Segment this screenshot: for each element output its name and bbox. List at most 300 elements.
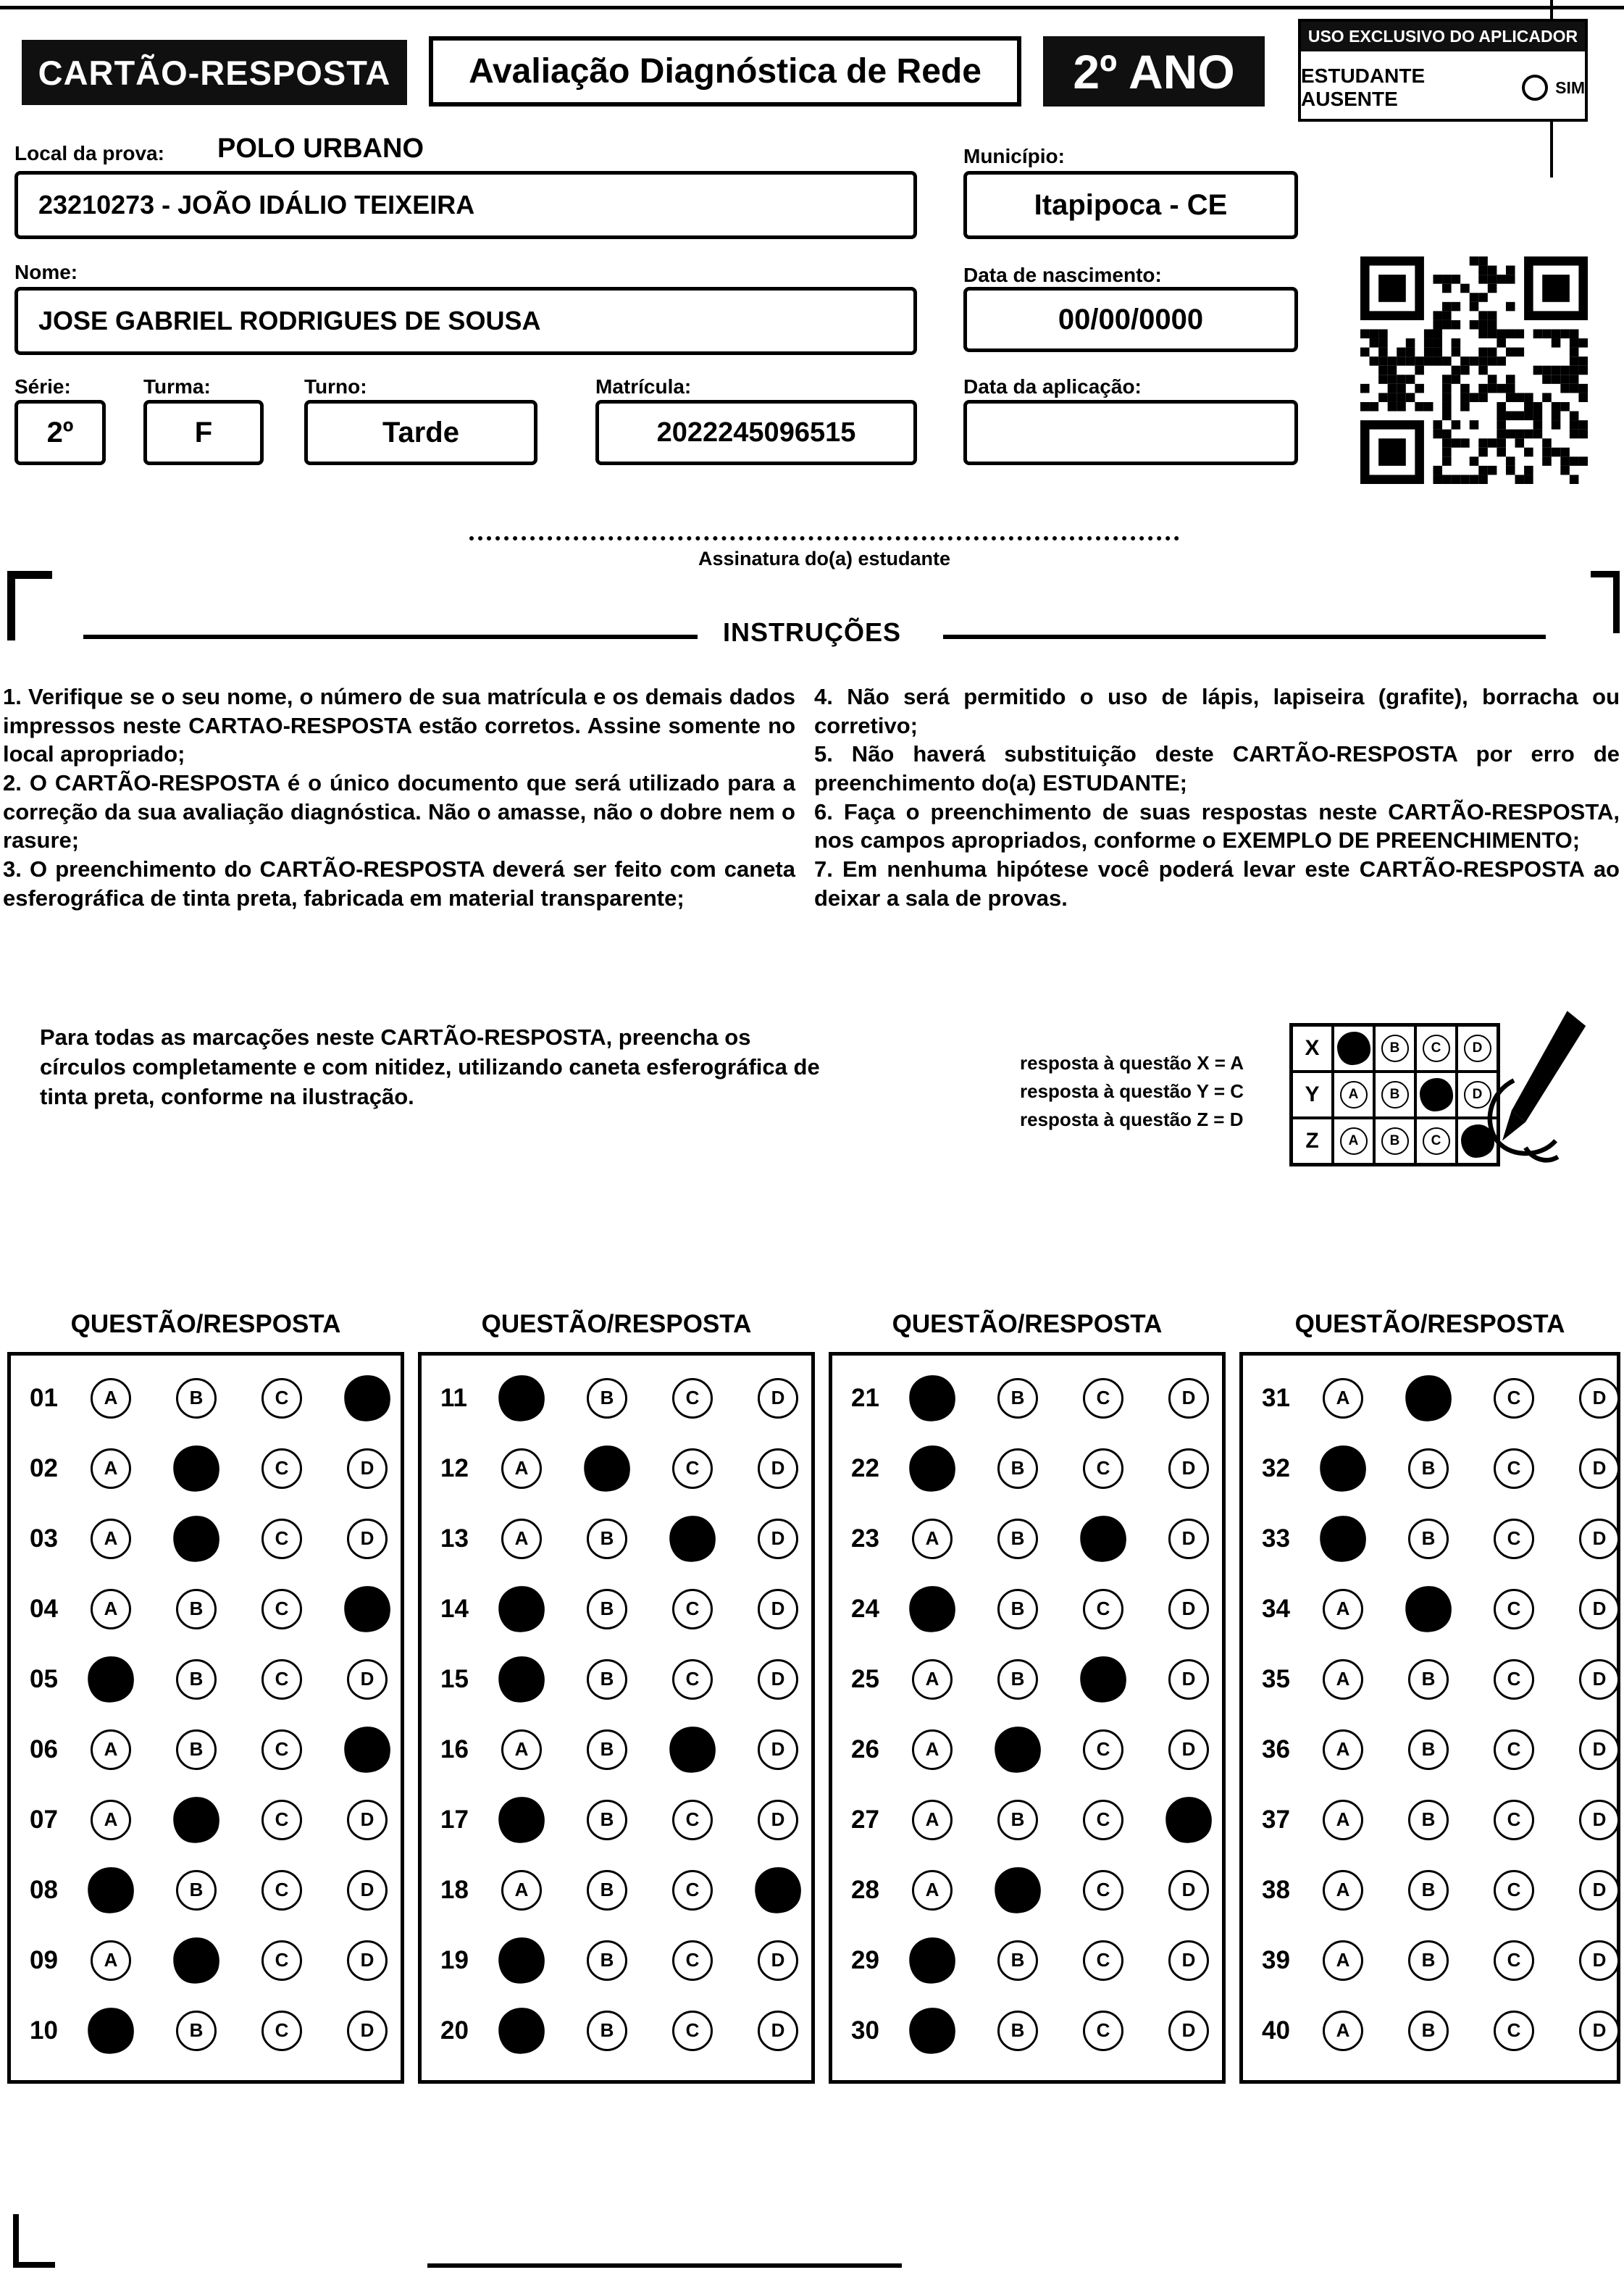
data-nascimento-label: Data de nascimento: <box>963 264 1162 286</box>
answer-bubble-06-D[interactable] <box>341 1724 393 1775</box>
question-row-07 <box>11 1784 401 1855</box>
answer-bubble-08-D[interactable] <box>347 1870 388 1911</box>
option-letter-23-B: B <box>1010 1527 1025 1549</box>
answer-bubble-35-B[interactable] <box>1408 1659 1449 1700</box>
answer-bubble-17-C[interactable] <box>672 1800 713 1840</box>
option-letter-22-A <box>923 1455 942 1482</box>
answer-bubble-08-A[interactable] <box>85 1864 136 1916</box>
answer-bubble-36-C[interactable] <box>1494 1729 1534 1770</box>
option-letter-14-C: C <box>685 1598 700 1619</box>
answer-bubble-25-B[interactable] <box>997 1659 1038 1700</box>
signature-line[interactable] <box>469 536 1179 540</box>
answer-bubble-15-A[interactable] <box>495 1653 547 1705</box>
answer-bubble-15-C[interactable] <box>672 1659 713 1700</box>
answer-bubble-19-D[interactable] <box>758 1940 798 1981</box>
instruction-item-1: 1. Verifique se o seu nome, o número de sua matrícula e os demais dados impressos neste CARTAO-RESPOSTA estão corretos. Assine somente no local apropriado; <box>3 684 795 767</box>
option-letter-11-A <box>512 1385 531 1412</box>
answer-bubble-17-A[interactable] <box>495 1794 547 1845</box>
question-number-29: 29 <box>851 1945 879 1974</box>
answer-bubble-24-D[interactable] <box>1168 1589 1209 1629</box>
question-number-06: 06 <box>30 1735 58 1763</box>
answer-bubble-04-B[interactable] <box>176 1589 217 1629</box>
answer-bubble-13-A[interactable] <box>501 1519 542 1559</box>
answer-bubble-40-C[interactable] <box>1494 2011 1534 2051</box>
answer-bubble-30-A[interactable] <box>906 2005 958 2056</box>
answer-bubble-39-B[interactable] <box>1408 1940 1449 1981</box>
answer-bubble-06-C[interactable] <box>261 1729 302 1770</box>
option-letter-09-B <box>187 1947 206 1974</box>
answer-bubble-38-C[interactable] <box>1494 1870 1534 1911</box>
answer-bubble-24-C[interactable] <box>1083 1589 1123 1629</box>
question-number-09: 09 <box>30 1945 58 1974</box>
answer-bubble-32-A[interactable] <box>1317 1443 1368 1494</box>
option-letter-29-A <box>923 1947 942 1974</box>
answer-bubble-30-D[interactable] <box>1168 2011 1209 2051</box>
answer-bubble-31-D[interactable] <box>1579 1378 1620 1419</box>
answer-bubble-36-A[interactable] <box>1323 1729 1363 1770</box>
answer-bubble-23-A[interactable] <box>912 1519 953 1559</box>
answer-bubble-31-C[interactable] <box>1494 1378 1534 1419</box>
option-letter-40-B: B <box>1421 2019 1436 2041</box>
answer-bubble-09-A[interactable] <box>91 1940 131 1981</box>
instruction-item-4: 4. Não será permitido o uso de lápis, lapiseira (grafite), borracha ou corretivo; <box>814 684 1620 738</box>
answer-bubble-18-A[interactable] <box>501 1870 542 1911</box>
option-letter-17-A <box>512 1806 531 1834</box>
option-letter-27-B: B <box>1010 1808 1025 1830</box>
answer-bubble-14-A[interactable] <box>495 1583 547 1635</box>
answer-bubble-10-D[interactable] <box>347 2011 388 2051</box>
option-letter-35-B: B <box>1421 1668 1436 1690</box>
answer-bubble-07-A[interactable] <box>91 1800 131 1840</box>
instructions-rule-right <box>943 635 1546 639</box>
answer-bubble-33-A[interactable] <box>1317 1513 1368 1564</box>
option-letter-18-B: B <box>600 1879 614 1900</box>
answer-bubble-34-C[interactable] <box>1494 1589 1534 1629</box>
example-cell-Y-B <box>1374 1072 1415 1118</box>
answer-bubble-07-C[interactable] <box>261 1800 302 1840</box>
answer-column-2 <box>418 1352 815 2084</box>
answer-bubble-06-A[interactable] <box>91 1729 131 1770</box>
instruction-item-6: 6. Faça o preenchimento de suas respostas neste CARTÃO-RESPOSTA, nos campos apropriados, conforme o EXEMPLO DE PREENCHIMENTO; <box>814 798 1620 853</box>
turno-field: Tarde <box>304 400 537 465</box>
answer-bubble-04-C[interactable] <box>261 1589 302 1629</box>
grade-badge: 2º ANO <box>1043 36 1265 107</box>
question-row-36 <box>1243 1714 1617 1784</box>
answer-bubble-02-D[interactable] <box>347 1448 388 1489</box>
data-aplicacao-field <box>963 400 1298 465</box>
answer-bubble-23-D[interactable] <box>1168 1519 1209 1559</box>
option-letter-13-A: A <box>514 1527 529 1549</box>
instructions-right <box>814 682 1620 912</box>
answer-bubble-22-A[interactable] <box>906 1443 958 1494</box>
answer-bubble-35-C[interactable] <box>1494 1659 1534 1700</box>
answer-bubble-28-A[interactable] <box>912 1870 953 1911</box>
answer-bubble-16-C[interactable] <box>666 1724 718 1775</box>
option-letter-02-B <box>187 1455 206 1482</box>
answer-bubble-23-B[interactable] <box>997 1519 1038 1559</box>
answer-bubble-40-A[interactable] <box>1323 2011 1363 2051</box>
option-letter-37-D: D <box>1592 1808 1607 1830</box>
example-cell-X-A <box>1333 1025 1374 1072</box>
option-letter-21-B: B <box>1010 1387 1025 1408</box>
answer-bubble-27-D[interactable] <box>1163 1794 1214 1845</box>
section-title-3: QUESTÃO/RESPOSTA <box>892 1310 1163 1338</box>
answer-bubble-08-C[interactable] <box>261 1870 302 1911</box>
answer-bubble-33-D[interactable] <box>1579 1519 1620 1559</box>
answer-bubble-13-B[interactable] <box>587 1519 627 1559</box>
answer-bubble-25-A[interactable] <box>912 1659 953 1700</box>
option-letter-32-B: B <box>1421 1457 1436 1479</box>
question-number-40: 40 <box>1262 2016 1290 2045</box>
option-letter-34-D: D <box>1592 1598 1607 1619</box>
card-title: CARTÃO-RESPOSTA <box>22 40 407 105</box>
option-letter-15-C: C <box>685 1668 700 1690</box>
answer-bubble-17-D[interactable] <box>758 1800 798 1840</box>
question-row-01 <box>11 1363 401 1433</box>
student-absent-row <box>1301 64 1585 111</box>
answer-bubble-14-D[interactable] <box>758 1589 798 1629</box>
option-letter-09-D: D <box>360 1949 374 1971</box>
option-letter-07-A: A <box>104 1808 118 1830</box>
nome-field: JOSE GABRIEL RODRIGUES DE SOUSA <box>14 287 917 355</box>
question-row-12 <box>422 1433 811 1503</box>
question-row-37 <box>1243 1784 1617 1855</box>
answer-bubble-22-C[interactable] <box>1083 1448 1123 1489</box>
answer-bubble-37-A[interactable] <box>1323 1800 1363 1840</box>
answer-bubble-20-B[interactable] <box>587 2011 627 2051</box>
option-letter-28-B <box>1008 1877 1027 1904</box>
question-row-05 <box>11 1644 401 1714</box>
question-row-38 <box>1243 1855 1617 1925</box>
question-number-22: 22 <box>851 1453 879 1482</box>
question-row-29 <box>832 1925 1222 1995</box>
option-letter-24-C: C <box>1096 1598 1110 1619</box>
answer-bubble-11-B[interactable] <box>587 1378 627 1419</box>
option-letter-32-C: C <box>1507 1457 1521 1479</box>
question-number-28: 28 <box>851 1875 879 1904</box>
option-letter-21-C: C <box>1096 1387 1110 1408</box>
data-nascimento-field: 00/00/0000 <box>963 287 1298 352</box>
answer-column-3 <box>829 1352 1226 2084</box>
option-letter-22-D: D <box>1181 1457 1196 1479</box>
option-letter-19-B: B <box>600 1949 614 1971</box>
question-row-16 <box>422 1714 811 1784</box>
question-number-16: 16 <box>440 1735 469 1763</box>
nome-label: Nome: <box>14 261 78 283</box>
question-number-36: 36 <box>1262 1735 1290 1763</box>
answer-bubble-36-D[interactable] <box>1579 1729 1620 1770</box>
option-letter-19-C: C <box>685 1949 700 1971</box>
answer-bubble-24-B[interactable] <box>997 1589 1038 1629</box>
option-letter-15-D: D <box>771 1668 785 1690</box>
question-number-33: 33 <box>1262 1524 1290 1553</box>
answer-bubble-19-B[interactable] <box>587 1940 627 1981</box>
option-letter-26-B <box>1008 1736 1027 1763</box>
answer-bubble-01-C[interactable] <box>261 1378 302 1419</box>
answer-bubble-30-C[interactable] <box>1083 2011 1123 2051</box>
answer-bubble-22-B[interactable] <box>997 1448 1038 1489</box>
answer-bubble-33-C[interactable] <box>1494 1519 1534 1559</box>
question-number-15: 15 <box>440 1664 469 1693</box>
answer-bubble-03-C[interactable] <box>261 1519 302 1559</box>
answer-bubble-08-B[interactable] <box>176 1870 217 1911</box>
answer-bubble-33-B[interactable] <box>1408 1519 1449 1559</box>
municipio-field: Itapipoca - CE <box>963 171 1298 239</box>
option-letter-33-C: C <box>1507 1527 1521 1549</box>
answer-bubble-23-C[interactable] <box>1077 1513 1129 1564</box>
question-row-17 <box>422 1784 811 1855</box>
answer-bubble-21-D[interactable] <box>1168 1378 1209 1419</box>
answer-bubble-37-D[interactable] <box>1579 1800 1620 1840</box>
instructions-title: INSTRUÇÕES <box>722 617 902 647</box>
question-number-04: 04 <box>30 1594 58 1623</box>
question-row-26 <box>832 1714 1222 1784</box>
answer-bubble-18-C[interactable] <box>672 1870 713 1911</box>
option-letter-03-D: D <box>360 1527 374 1549</box>
answer-bubble-26-D[interactable] <box>1168 1729 1209 1770</box>
answer-bubble-28-B[interactable] <box>992 1864 1043 1916</box>
option-letter-29-D: D <box>1181 1949 1196 1971</box>
option-letter-30-D: D <box>1181 2019 1196 2041</box>
example-bubble-Z-B: B <box>1381 1127 1409 1155</box>
option-letter-39-D: D <box>1592 1949 1607 1971</box>
question-number-11: 11 <box>440 1383 467 1412</box>
answer-bubble-16-A[interactable] <box>501 1729 542 1770</box>
answer-bubble-15-B[interactable] <box>587 1659 627 1700</box>
question-row-13 <box>422 1503 811 1574</box>
answer-bubble-09-D[interactable] <box>347 1940 388 1981</box>
answer-bubble-34-A[interactable] <box>1323 1589 1363 1629</box>
answer-bubble-20-D[interactable] <box>758 2011 798 2051</box>
answer-bubble-38-D[interactable] <box>1579 1870 1620 1911</box>
option-letter-25-C <box>1094 1666 1113 1693</box>
option-letter-35-A: A <box>1336 1668 1350 1690</box>
option-letter-08-B: B <box>189 1879 204 1900</box>
answer-bubble-29-D[interactable] <box>1168 1940 1209 1981</box>
answer-bubble-40-B[interactable] <box>1408 2011 1449 2051</box>
answer-bubble-27-C[interactable] <box>1083 1800 1123 1840</box>
answer-bubble-03-A[interactable] <box>91 1519 131 1559</box>
option-letter-17-B: B <box>600 1808 614 1830</box>
answer-bubble-34-B[interactable] <box>1402 1583 1454 1635</box>
answer-bubble-14-C[interactable] <box>672 1589 713 1629</box>
option-letter-11-D: D <box>771 1387 785 1408</box>
answer-bubble-16-D[interactable] <box>758 1729 798 1770</box>
option-letter-12-C: C <box>685 1457 700 1479</box>
option-letter-32-D: D <box>1592 1457 1607 1479</box>
answer-bubble-03-D[interactable] <box>347 1519 388 1559</box>
option-letter-17-C: C <box>685 1808 700 1830</box>
answer-bubble-28-C[interactable] <box>1083 1870 1123 1911</box>
answer-bubble-10-C[interactable] <box>261 2011 302 2051</box>
answer-bubble-25-C[interactable] <box>1077 1653 1129 1705</box>
student-absent-checkbox[interactable] <box>1522 75 1548 101</box>
answer-bubble-30-B[interactable] <box>997 2011 1038 2051</box>
answer-bubble-05-C[interactable] <box>261 1659 302 1700</box>
answer-bubble-16-B[interactable] <box>587 1729 627 1770</box>
option-letter-36-B: B <box>1421 1738 1436 1760</box>
option-letter-36-A: A <box>1336 1738 1350 1760</box>
answer-bubble-14-B[interactable] <box>587 1589 627 1629</box>
answer-bubble-10-A[interactable] <box>85 2005 136 2056</box>
option-letter-34-A: A <box>1336 1598 1350 1619</box>
answer-bubble-27-A[interactable] <box>912 1800 953 1840</box>
answer-bubble-07-B[interactable] <box>170 1794 222 1845</box>
answer-bubble-02-A[interactable] <box>91 1448 131 1489</box>
answer-bubble-21-B[interactable] <box>997 1378 1038 1419</box>
answer-bubble-25-D[interactable] <box>1168 1659 1209 1700</box>
bottom-border-line <box>427 2263 902 2268</box>
answer-bubble-20-A[interactable] <box>495 2005 547 2056</box>
option-letter-19-A <box>512 1947 531 1974</box>
answer-bubble-12-D[interactable] <box>758 1448 798 1489</box>
option-letter-20-D: D <box>771 2019 785 2041</box>
question-number-35: 35 <box>1262 1664 1290 1693</box>
answer-bubble-35-A[interactable] <box>1323 1659 1363 1700</box>
answer-bubble-37-C[interactable] <box>1494 1800 1534 1840</box>
answer-bubble-01-A[interactable] <box>91 1378 131 1419</box>
option-letter-14-B: B <box>600 1598 614 1619</box>
option-letter-10-D: D <box>360 2019 374 2041</box>
hand-with-pen-illustration <box>1479 1009 1595 1182</box>
answer-bubble-02-B[interactable] <box>170 1443 222 1494</box>
question-number-13: 13 <box>440 1524 469 1553</box>
answer-bubble-06-B[interactable] <box>176 1729 217 1770</box>
answer-bubble-32-D[interactable] <box>1579 1448 1620 1489</box>
example-bubble-Y-B: B <box>1381 1081 1409 1109</box>
answer-bubble-28-D[interactable] <box>1168 1870 1209 1911</box>
answer-bubble-39-C[interactable] <box>1494 1940 1534 1981</box>
answer-bubble-27-B[interactable] <box>997 1800 1038 1840</box>
answer-bubble-02-C[interactable] <box>261 1448 302 1489</box>
example-cell-X-C <box>1415 1025 1457 1072</box>
option-letter-21-D: D <box>1181 1387 1196 1408</box>
instruction-item-2: 2. O CARTÃO-RESPOSTA é o único documento que será utilizado para a correção da sua avaliação diagnóstica. Não o amasse, não o dobre nem o rasure; <box>3 770 795 853</box>
example-bubble-X-B: B <box>1381 1035 1409 1062</box>
answer-bubble-12-A[interactable] <box>501 1448 542 1489</box>
answer-bubble-13-D[interactable] <box>758 1519 798 1559</box>
example-cell-Y-C <box>1415 1072 1457 1118</box>
question-row-02 <box>11 1433 401 1503</box>
question-row-24 <box>832 1574 1222 1644</box>
answer-bubble-31-B[interactable] <box>1402 1372 1454 1424</box>
option-letter-20-C: C <box>685 2019 700 2041</box>
question-row-08 <box>11 1855 401 1925</box>
answer-bubble-26-C[interactable] <box>1083 1729 1123 1770</box>
answer-bubble-31-A[interactable] <box>1323 1378 1363 1419</box>
option-letter-38-C: C <box>1507 1879 1521 1900</box>
answer-bubble-20-C[interactable] <box>672 2011 713 2051</box>
answer-bubble-39-D[interactable] <box>1579 1940 1620 1981</box>
answer-bubble-26-B[interactable] <box>992 1724 1043 1775</box>
answer-bubble-37-B[interactable] <box>1408 1800 1449 1840</box>
answer-bubble-01-B[interactable] <box>176 1378 217 1419</box>
answer-bubble-07-D[interactable] <box>347 1800 388 1840</box>
option-letter-01-C: C <box>275 1387 289 1408</box>
turno-label: Turno: <box>304 375 367 398</box>
answer-bubble-11-D[interactable] <box>758 1378 798 1419</box>
answer-bubble-01-D[interactable] <box>341 1372 393 1424</box>
answer-bubble-19-C[interactable] <box>672 1940 713 1981</box>
option-letter-20-A <box>512 2017 531 2045</box>
option-letter-18-A: A <box>514 1879 529 1900</box>
answer-bubble-29-C[interactable] <box>1083 1940 1123 1981</box>
option-letter-35-D: D <box>1592 1668 1607 1690</box>
answer-bubble-29-B[interactable] <box>997 1940 1038 1981</box>
option-letter-20-B: B <box>600 2019 614 2041</box>
answer-bubble-09-B[interactable] <box>170 1934 222 1986</box>
option-letter-30-A <box>923 2017 942 2045</box>
example-row-X <box>1292 1025 1498 1072</box>
answer-bubble-40-D[interactable] <box>1579 2011 1620 2051</box>
answer-bubble-09-C[interactable] <box>261 1940 302 1981</box>
answer-bubble-38-B[interactable] <box>1408 1870 1449 1911</box>
option-letter-33-A <box>1334 1525 1352 1553</box>
option-letter-12-D: D <box>771 1457 785 1479</box>
answer-bubble-13-C[interactable] <box>666 1513 718 1564</box>
option-letter-14-D: D <box>771 1598 785 1619</box>
answer-bubble-15-D[interactable] <box>758 1659 798 1700</box>
answer-bubble-11-A[interactable] <box>495 1372 547 1424</box>
question-row-04 <box>11 1574 401 1644</box>
answer-bubble-21-A[interactable] <box>906 1372 958 1424</box>
instruction-item-3: 3. O preenchimento do CARTÃO-RESPOSTA deverá ser feito com caneta esferográfica de tinta preta, fabricada em material transparente; <box>3 856 795 911</box>
example-cell-Z-B <box>1374 1118 1415 1164</box>
answer-bubble-19-A[interactable] <box>495 1934 547 1986</box>
applicator-exclusive-box <box>1298 19 1588 122</box>
answer-bubble-26-A[interactable] <box>912 1729 953 1770</box>
answer-bubble-03-B[interactable] <box>170 1513 222 1564</box>
answer-bubble-32-C[interactable] <box>1494 1448 1534 1489</box>
answer-bubble-32-B[interactable] <box>1408 1448 1449 1489</box>
answer-bubble-29-A[interactable] <box>906 1934 958 1986</box>
option-letter-13-D: D <box>771 1527 785 1549</box>
answer-bubble-21-C[interactable] <box>1083 1378 1123 1419</box>
answer-bubble-35-D[interactable] <box>1579 1659 1620 1700</box>
answer-bubble-12-B[interactable] <box>581 1443 632 1494</box>
option-letter-31-D: D <box>1592 1387 1607 1408</box>
option-letter-31-C: C <box>1507 1387 1521 1408</box>
answer-bubble-34-D[interactable] <box>1579 1589 1620 1629</box>
answer-bubble-36-B[interactable] <box>1408 1729 1449 1770</box>
answer-bubble-22-D[interactable] <box>1168 1448 1209 1489</box>
answer-bubble-05-D[interactable] <box>347 1659 388 1700</box>
answer-bubble-05-B[interactable] <box>176 1659 217 1700</box>
answer-bubble-12-C[interactable] <box>672 1448 713 1489</box>
answer-bubble-10-B[interactable] <box>176 2011 217 2051</box>
question-number-30: 30 <box>851 2016 879 2045</box>
answer-bubble-11-C[interactable] <box>672 1378 713 1419</box>
answer-bubble-05-A[interactable] <box>85 1653 136 1705</box>
answer-bubble-04-D[interactable] <box>341 1583 393 1635</box>
answer-bubble-24-A[interactable] <box>906 1583 958 1635</box>
question-number-21: 21 <box>851 1383 879 1412</box>
option-letter-26-D: D <box>1181 1738 1196 1760</box>
option-letter-40-D: D <box>1592 2019 1607 2041</box>
option-letter-16-B: B <box>600 1738 614 1760</box>
answer-bubble-18-D[interactable] <box>752 1864 803 1916</box>
answer-bubble-04-A[interactable] <box>91 1589 131 1629</box>
option-letter-01-B: B <box>189 1387 204 1408</box>
answer-bubble-17-B[interactable] <box>587 1800 627 1840</box>
question-number-38: 38 <box>1262 1875 1290 1904</box>
question-row-11 <box>422 1363 811 1433</box>
option-letter-16-D: D <box>771 1738 785 1760</box>
option-letter-28-C: C <box>1096 1879 1110 1900</box>
answer-bubble-39-A[interactable] <box>1323 1940 1363 1981</box>
answer-bubble-38-A[interactable] <box>1323 1870 1363 1911</box>
answer-bubble-18-B[interactable] <box>587 1870 627 1911</box>
